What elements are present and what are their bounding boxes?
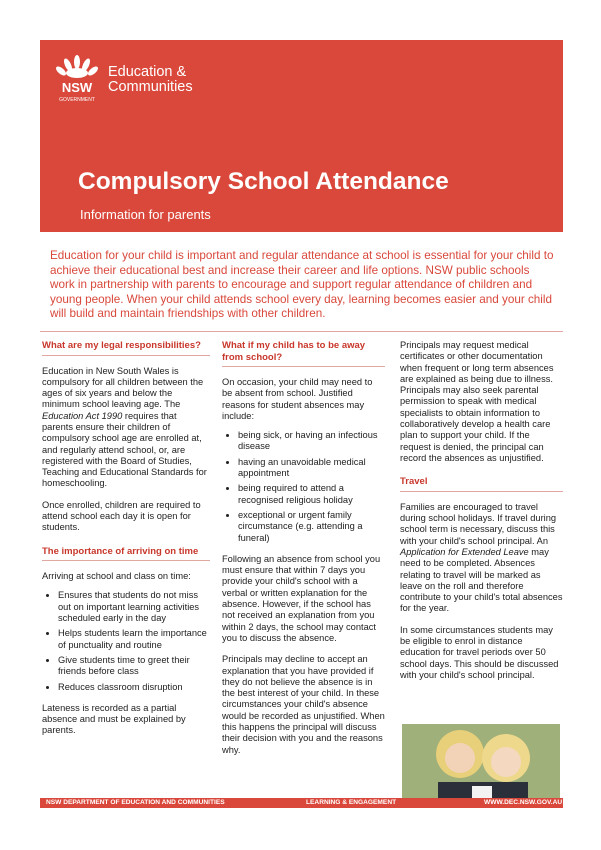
- travel-text-b: may need to be completed. Absences relating to travel will be marked as leave on the roll and therefore contribute to your child's total absences for the year.: [400, 546, 563, 614]
- waratah-icon: [54, 54, 100, 106]
- list-item: • being required to attend a recognised religious holiday: [238, 483, 385, 506]
- list-item: • Helps students learn the importance of punctuality and routine: [58, 628, 210, 651]
- travel-text-a: Families are encouraged to travel during school holidays. If travel during school term is necessary, discuss this with your child's school principal. An: [400, 501, 557, 546]
- travel-paragraph: [400, 502, 563, 615]
- page-title: Compulsory School Attendance: [78, 168, 449, 195]
- list-item: • Reduces classroom disruption: [58, 682, 210, 693]
- list-item: • Give students time to greet their friends before class: [58, 655, 210, 678]
- list-item: • exceptional or urgent family circumstance (e.g. attending a funeral): [238, 510, 385, 544]
- children-illustration: [402, 724, 563, 806]
- absence-reasons-list: [222, 430, 385, 544]
- arriving-list: [42, 590, 210, 692]
- header-banner: [40, 40, 563, 232]
- decline-paragraph: Principals may decline to accept an explanation that you have provided if they do not believe the absence is in the best interest of your child. In these circumstances your child's absence would be recorded as unjustified. When this happens the principal will discuss their decision with you and the reasons why.: [222, 654, 385, 755]
- column-2: [222, 340, 385, 756]
- logo-subtext: GOVERNMENT: [59, 97, 95, 103]
- explanation-paragraph: Following an absence from school you must ensure that within 7 days you provide your child's school with a verbal or written explanation for the absence. However, if the school has not received an explanation from you within 2 days, the school may contact you to discuss the absence.: [222, 553, 381, 643]
- footer-unit: LEARNING & ENGAGEMENT: [306, 799, 397, 806]
- footer-website: WWW.DEC.NSW.GOV.AU: [484, 799, 563, 806]
- list-item: • being sick, or having an infectious disease: [238, 430, 385, 453]
- legal-paragraph: [42, 366, 210, 490]
- children-photo: [402, 724, 563, 806]
- education-act: Education Act 1990: [42, 410, 123, 421]
- column-1: [42, 340, 210, 737]
- list-item: • Ensures that students do not miss out on important learning activities scheduled early in the day: [58, 590, 210, 624]
- arriving-intro: Arriving at school and class on time:: [42, 571, 191, 582]
- enrolled-paragraph: Once enrolled, children are required to attend school each day it is open for students.: [42, 499, 201, 533]
- absence-intro: On occasion, your child may need to be absent from school. Justified reasons for student absences may include:: [222, 377, 373, 421]
- footer-department: NSW DEPARTMENT OF EDUCATION AND COMMUNITIES: [46, 799, 225, 806]
- legal-text-b: requires that parents ensure their children of compulsory school age are enrolled at, and regularly attend school, or, are registered with the Board of Studies, Teaching and Educational Standards for homeschooling.: [42, 410, 207, 489]
- brand-line-1: Education &: [108, 64, 187, 80]
- heading-away-from-school: What if my child has to be away from school?: [222, 340, 385, 367]
- column-3: [400, 340, 563, 681]
- brand-line-2: Communities: [108, 79, 193, 95]
- heading-arriving-on-time: The importance of arriving on time: [42, 546, 210, 562]
- lateness-paragraph: Lateness is recorded as a partial absence and must be explained by parents.: [42, 702, 186, 736]
- heading-legal-responsibilities: What are my legal responsibilities?: [42, 340, 210, 356]
- distance-education-paragraph: In some circumstances students may be eligible to enrol in distance education for travel periods over 50 school days. This should be discussed with your child's school principal.: [400, 624, 559, 680]
- intro-paragraph: Education for your child is important and regular attendance at school is essential for your child to achieve their educational best and increase their career and life options. NSW public schools work in partnership with parents to encourage and support regular attendance of children and young people. When your child attends school every day, learning becomes easier and your child will build and maintain friendships with other children.: [50, 249, 554, 321]
- extended-leave-form: Application for Extended Leave: [400, 546, 529, 557]
- list-item: • having an unavoidable medical appointment: [238, 457, 385, 480]
- legal-text-a: Education in New South Wales is compulsory for all children between the ages of six years and below the minimum school leaving age. The: [42, 365, 204, 410]
- logo-text: NSW: [61, 80, 93, 95]
- heading-travel: Travel: [400, 476, 563, 492]
- page-subtitle: Information for parents: [80, 207, 211, 222]
- medical-paragraph: Principals may request medical certificates or other documentation when frequent or long term absences are explained as being due to illness. Principals may also seek parental permission to speak with medical specialists to obtain information to collaboratively develop a health care plan to support your child. If the request is denied, the principal can record the absences as unjustified.: [400, 340, 554, 463]
- section-divider: [40, 331, 563, 332]
- brand-name: [108, 65, 193, 95]
- nsw-logo: [54, 54, 193, 106]
